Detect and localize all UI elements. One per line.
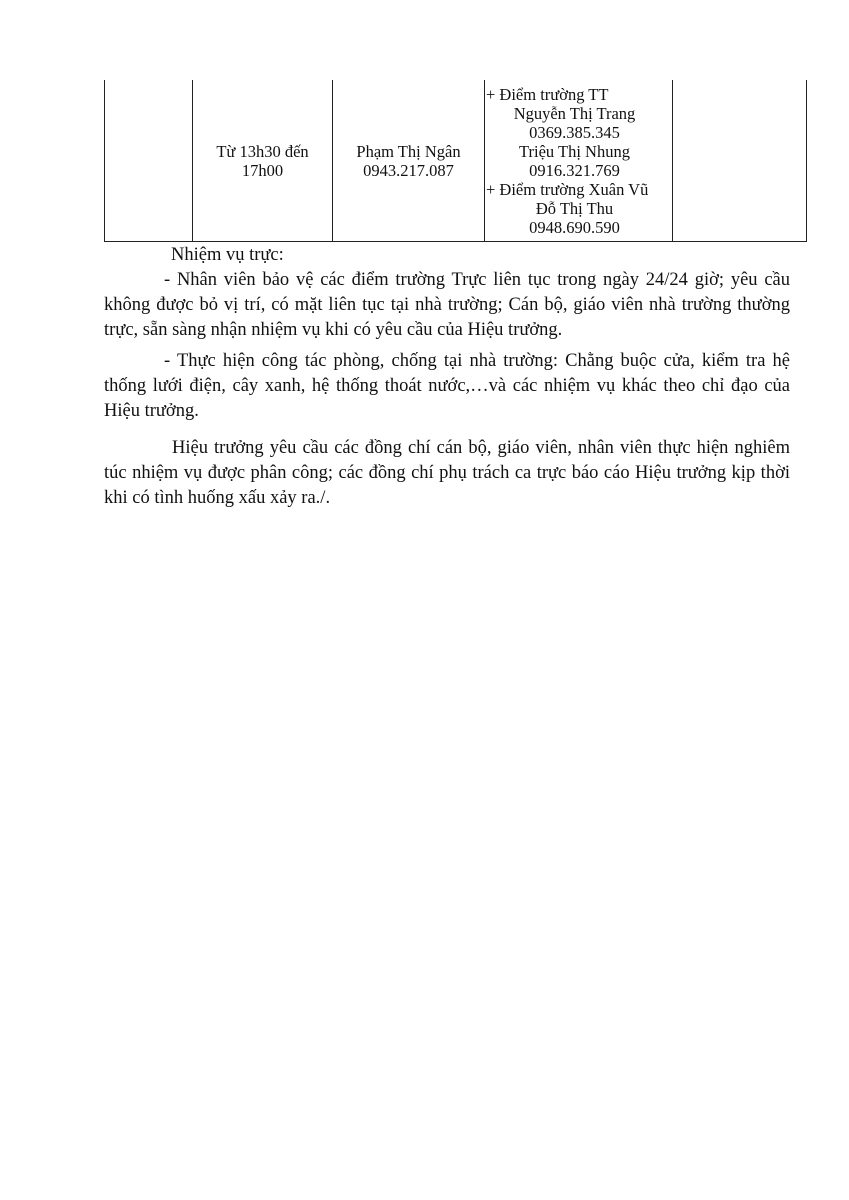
body-text bbox=[104, 243, 790, 511]
person-name: Phạm Thị Ngân bbox=[356, 141, 461, 161]
table-cell-person bbox=[333, 80, 485, 242]
contact-name: Nguyễn Thị Trang bbox=[513, 103, 636, 123]
contact-location: + Điểm trường Xuân Vũ bbox=[486, 179, 649, 199]
contact-name: Triệu Thị Nhung bbox=[519, 141, 630, 161]
table-cell-time bbox=[193, 80, 333, 242]
time-line-2: 17h00 bbox=[241, 160, 284, 180]
contact-phone: 0916.321.769 bbox=[529, 160, 620, 180]
contact-name: Đỗ Thị Thu bbox=[535, 198, 614, 218]
table-cell-contacts bbox=[485, 80, 673, 242]
person-phone: 0943.217.087 bbox=[363, 160, 454, 180]
table-cell-blank-left bbox=[105, 80, 193, 242]
contact-location: + Điểm trường TT bbox=[486, 84, 609, 104]
duty-paragraph-2: - Thực hiện công tác phòng, chống tại nhà trường: Chằng buộc cửa, kiểm tra hệ thống lưới điện, cây xanh, hệ thống thoát nước,…và các nhiệm vụ khác theo chỉ đạo của Hiệu trưởng. bbox=[104, 351, 790, 421]
time-line-1: Từ 13h30 đến bbox=[216, 141, 309, 161]
table-cell-blank-right bbox=[673, 80, 807, 242]
table-row bbox=[105, 80, 807, 242]
duty-schedule-table bbox=[104, 80, 807, 242]
duty-heading: Nhiệm vụ trực: bbox=[171, 245, 284, 265]
contact-phone: 0369.385.345 bbox=[529, 122, 620, 142]
contact-phone: 0948.690.590 bbox=[529, 217, 620, 237]
closing-paragraph: Hiệu trưởng yêu cầu các đồng chí cán bộ, giáo viên, nhân viên thực hiện nghiêm túc nhiệm vụ được phân công; các đồng chí phụ trách ca trực báo cáo Hiệu trưởng kịp thời khi có tình huống xấu xảy ra./. bbox=[104, 438, 790, 508]
duty-paragraph-1: - Nhân viên bảo vệ các điểm trường Trực liên tục trong ngày 24/24 giờ; yêu cầu không được bỏ vị trí, có mặt liên tục tại nhà trường; Cán bộ, giáo viên nhà trường thường trực, sẵn sàng nhận nhiệm vụ khi có yêu cầu của Hiệu trưởng. bbox=[104, 270, 790, 340]
